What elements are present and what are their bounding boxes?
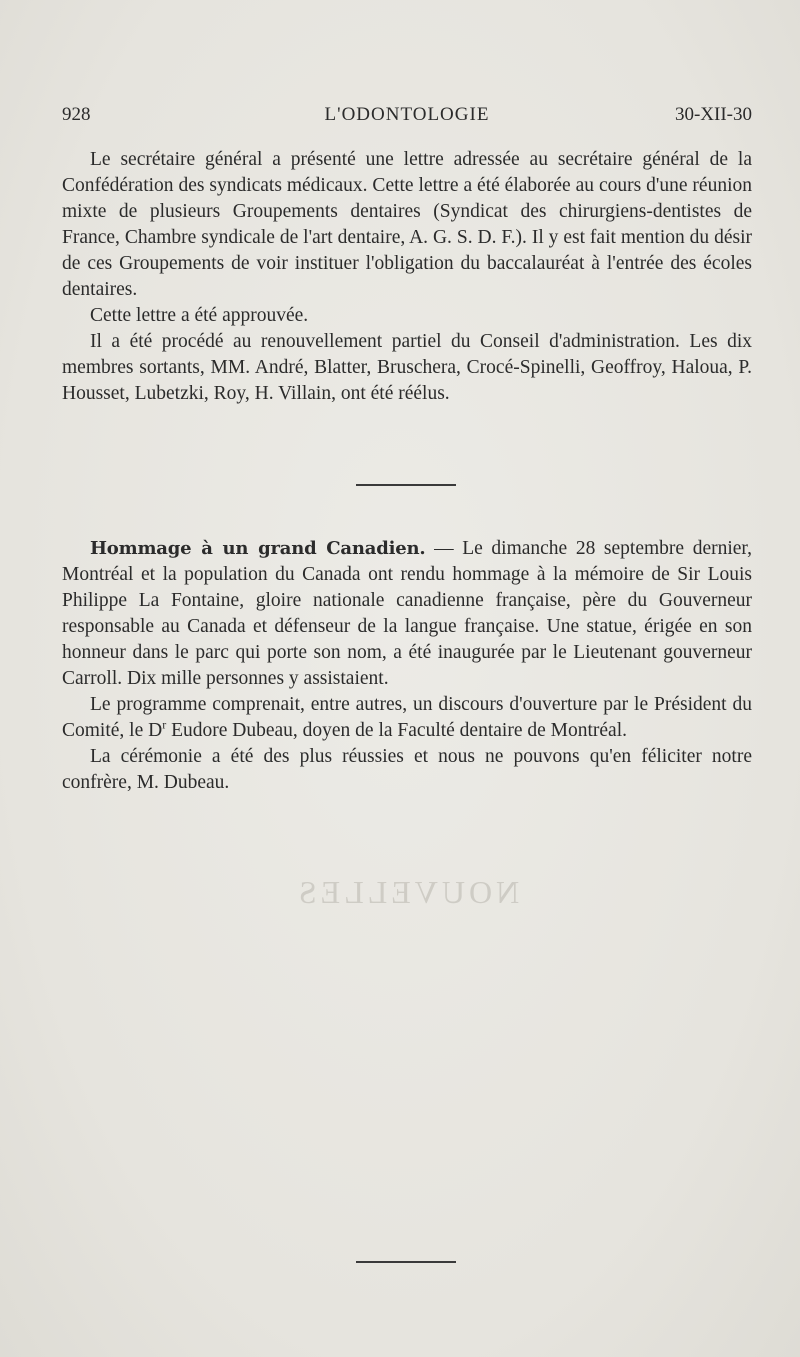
paragraph xyxy=(62,536,752,692)
section-hommage xyxy=(62,536,752,796)
paragraph: La cérémonie a été des plus réussies et nous ne pouvons qu'en féliciter notre confrère, M. Dubeau. xyxy=(62,746,752,793)
section-divider xyxy=(356,484,456,486)
bleed-heading: NOUVELLES xyxy=(294,874,520,910)
verso-bleed-through xyxy=(62,874,752,910)
section-secretary-report xyxy=(62,147,752,407)
section-heading: Hommage à un grand Canadien. xyxy=(90,538,426,559)
paragraph: Il a été procédé au renouvellement partiel du Conseil d'administration. Les dix membres sortants, MM. André, Blatter, Bruschera, Crocé-Spinelli, Geoffroy, Haloua, P. Housset, Lubetzki, Roy, H. Villain, ont été réélus. xyxy=(62,331,752,404)
superscript: r xyxy=(162,717,167,732)
paragraph: Cette lettre a été approuvée. xyxy=(90,305,309,326)
paragraph-text: Eudore Dubeau, doyen de la Faculté dentaire de Montréal. xyxy=(166,720,627,741)
running-header xyxy=(62,104,752,132)
paragraph-text: Le programme comprenait, entre autres, un discours d'ouverture par le Président du Comité, le D xyxy=(62,694,752,741)
paragraph: Le secrétaire général a présenté une lettre adressée au secrétaire général de la Confédération des syndicats médicaux. Cette lettre a été élaborée au cours d'une réunion mixte de plusieurs Groupements dentaires (Syndicat des chirurgiens-dentistes de France, Chambre syndicale de l'art dentaire, A. G. S. D. F.). Il y est fait mention du désir de ces Groupements de voir instituer l'obligation du baccalauréat à l'entrée des écoles dentaires. xyxy=(62,149,752,300)
section-divider xyxy=(356,1261,456,1263)
paragraph xyxy=(62,692,752,744)
journal-title: L'ODONTOLOGIE xyxy=(324,104,490,125)
paragraph-text: — Le dimanche 28 septembre dernier, Montréal et la population du Canada ont rendu hommage à la mémoire de Sir Louis Philippe La Fontaine, gloire nationale canadienne française, père du Gouverneur responsable au Canada et défenseur de la langue française. Une statue, érigée en son honneur dans le parc qui porte son nom, a été inaugurée par le Lieutenant gouverneur Carroll. Dix mille personnes y assistaient. xyxy=(62,538,752,689)
page-number: 928 xyxy=(62,104,91,125)
issue-date: 30-XII-30 xyxy=(674,104,752,125)
